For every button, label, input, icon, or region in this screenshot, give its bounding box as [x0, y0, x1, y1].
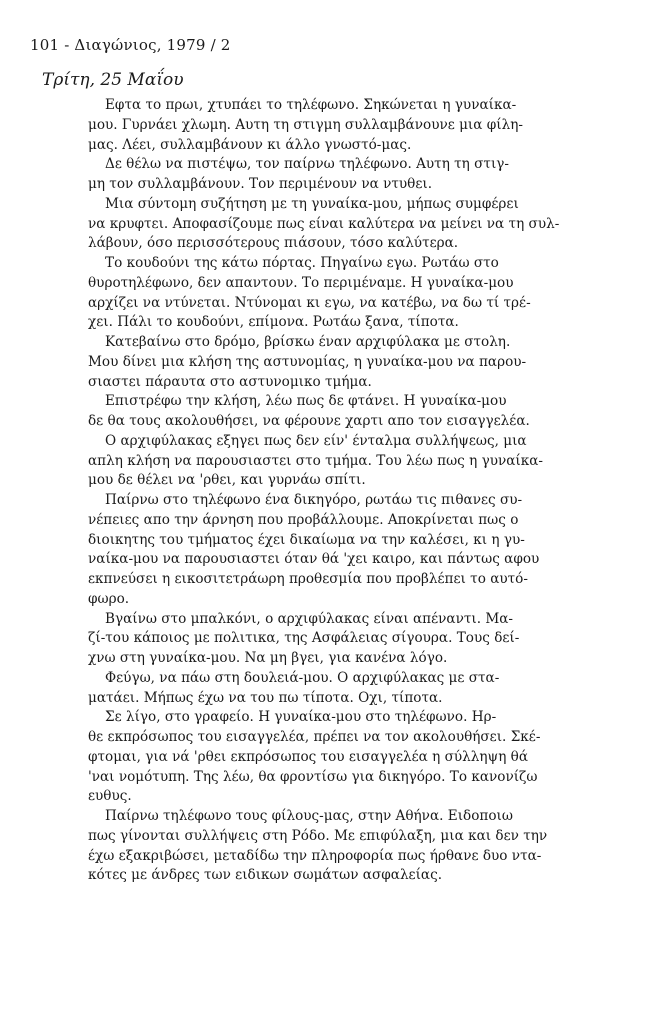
date-heading: Τρίτη, 25 Μαΐου	[42, 70, 184, 90]
text-line: λάβουν, όσο περισσότερους πιάσουν, τόσο καλύτερα.	[88, 235, 459, 252]
text-line: θε εκπρόσωπος του εισαγγελέα, πρέπει να τον ακολουθήσει. Σκέ-	[88, 729, 541, 745]
text-line: Το κουδούνι της κάτω πόρτας. Πηγαίνω εγω. Ρωτάω στο	[105, 255, 499, 271]
paragraph	[88, 333, 613, 392]
paragraph	[88, 807, 613, 886]
text-line: Κατεβαίνω στο δρόμο, βρίσκω έναν αρχιφύλακα με στολη.	[105, 334, 511, 350]
text-line: μου. Γυρνάει χλωμη. Αυτη τη στιγμη συλλαμβάνουνε μια φίλη-	[88, 116, 523, 133]
text-line: Επιστρέφω την κλήση, λέω πως δε φτάνει. Η γυναίκα-μου	[105, 393, 507, 410]
text-line: διοικητης του τμήματος έχει δικαίωμα να την καλέσει, κι η γυ-	[88, 531, 525, 548]
text-line: Εφτα το πρωι, χτυπάει το τηλέφωνο. Σηκώνεται η γυναίκα-	[105, 97, 517, 113]
text-line: 'ναι νομότυπη. Της λέω, θα φροντίσω για δικηγόρο. Το κανονίζω	[88, 768, 538, 785]
text-line: μας. Λέει, συλλαμβάνουν κι άλλο γνωστό-μας.	[88, 136, 412, 153]
text-line: φωρο.	[88, 590, 130, 607]
running-head: 101 - Διαγώνιος, 1979 / 2	[30, 36, 231, 54]
text-line: κότες με άνδρες των ειδικων σωμάτων ασφαλείας.	[88, 867, 443, 884]
text-line: Παίρνω στο τηλέφωνο ένα δικηγόρο, ρωτάω τις πιθανες συ-	[105, 492, 523, 508]
paragraph	[88, 96, 613, 155]
text-line: αρχίζει να ντύνεται. Ντύνομαι κι εγω, να κατέβω, να δω τί τρέ-	[88, 294, 531, 311]
text-line: φτομαι, για νά 'ρθει εκπρόσωπος του εισαγγελέα η σύλληψη θά	[88, 748, 529, 765]
paragraph	[88, 392, 613, 432]
text-line: Ο αρχιφύλακας εξηγει πως δεν είν' ένταλμα συλλήψεως, μια	[105, 432, 527, 449]
text-line: σιαστει πάραυτα στο αστυνομικο τμήμα.	[88, 373, 372, 390]
paragraph	[88, 155, 613, 195]
paragraph	[88, 669, 613, 709]
text-line: Φεύγω, να πάω στη δουλειά-μου. Ο αρχιφύλακας με στα-	[105, 669, 500, 686]
paragraph	[88, 195, 613, 254]
text-line: δε θα τους ακολουθήσει, να φέρουνε χαρτι απο τον εισαγγελέα.	[88, 413, 530, 429]
paragraph	[88, 491, 613, 610]
text-line: Βγαίνω στο μπαλκόνι, ο αρχιφύλακας είναι απέναντι. Μα-	[105, 610, 514, 627]
text-line: χνω στη γυναίκα-μου. Να μη βγει, για κανένα λόγο.	[88, 650, 448, 666]
text-line: έχω εξακριβώσει, μεταδίδω την πληροφορία πως ήρθανε δυο ντα-	[88, 847, 542, 864]
paragraph	[88, 610, 613, 669]
text-line: Δε θέλω να πιστέψω, τον παίρνω τηλέφωνο. Αυτη τη στιγ-	[105, 156, 509, 173]
text-line: απλη κλήση να παρουσιαστει στο τμήμα. Του λέω πως η γυναίκα-	[88, 452, 544, 469]
text-line: Παίρνω τηλέφωνο τους φίλους-μας, στην Αθήνα. Ειδοποιω	[105, 808, 513, 824]
paragraph	[88, 254, 613, 333]
text-line: Μια σύντομη συζήτηση με τη γυναίκα-μου, μήπως συμφέρει	[105, 195, 519, 212]
text-line: εκπνεύσει η εικοσιτετράωρη προθεσμία που προβλέπει το αυτό-	[88, 571, 528, 587]
text-line: νέπειες απο την άρνηση που προβάλλουμε. Αποκρίνεται πως ο	[88, 511, 519, 528]
text-line: θυροτηλέφωνο, δεν απαντουν. Το περιμέναμε. Η γυναίκα-μου	[88, 274, 514, 291]
text-line: Σε λίγο, στο γραφείο. Η γυναίκα-μου στο τηλέφωνο. Ηρ-	[105, 709, 497, 726]
text-line: ναίκα-μου να παρουσιαστει όταν θά 'χει καιρο, και πάντως αφου	[88, 551, 540, 568]
text-line: μου δε θέλει να 'ρθει, και γυρνάω σπίτι.	[88, 472, 366, 489]
text-line: μη τον συλλαμβάνουν. Τον περιμένουν να ντυθει.	[88, 176, 433, 192]
body-text	[88, 96, 613, 886]
text-line: Μου δίνει μια κλήση της αστυνομίας, η γυναίκα-μου να παρου-	[88, 353, 527, 370]
text-line: ευθυς.	[88, 788, 132, 805]
text-line: ζί-του κάποιος με πολιτικα, της Ασφάλειας σίγουρα. Τους δεί-	[88, 630, 520, 647]
text-line: να κρυφτει. Αποφασίζουμε πως είναι καλύτερα να μείνει να τη συλ-	[88, 215, 560, 232]
paragraph	[88, 708, 613, 807]
text-line: χει. Πάλι το κουδούνι, επίμονα. Ρωτάω ξανα, τίποτα.	[88, 314, 459, 331]
paragraph	[88, 432, 613, 491]
text-line: ματάει. Μήπως έχω να του πω τίποτα. Οχι, τίποτα.	[88, 689, 443, 706]
text-line: πως γίνονται συλλήψεις στη Ρόδο. Με επιφύλαξη, μια και δεν την	[88, 827, 548, 844]
